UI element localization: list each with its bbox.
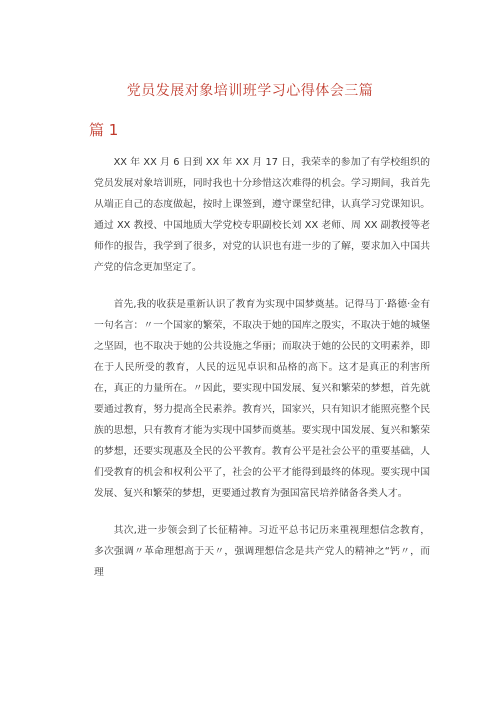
paragraph-3: 其次,进一步领会到了长征精神。习近平总书记历来重视理想信念教育，多次强调〃革命理想高于天〃，强调理想信念是共产党人的精神之“钙〃，而理	[94, 525, 430, 578]
section-heading: 篇 1	[89, 121, 119, 139]
paragraph-1: XX 年 XX 月 6 日到 XX 年 XX 月 17 日，我荣幸的参加了有学校组织的党员发展对象培训班，同时我也十分珍惜这次难得的机会。学习期间，我首先从端正自己的态度做起，按时上课签到，遵守课堂纪律，认真学习党课知识。通过 XX 教授、中国地质大学党校专职副校长刘 XX 老师、周 XX 副教授等老师作的报告，我学到了很多，对党的认识也有进一步的了解，要求加入中国共产党的信念更加坚定了。	[94, 157, 430, 273]
paragraph-2: 首先,我的收获是重新认识了教育为实现中国梦奠基。记得马丁·路德·金有一句名言：〃一个国家的繁荣，不取决于她的国库之殷实，不取决于她的城堡之坚固，也不取决于她的公共设施之华丽；而取决于她的公民的文明素养，即在于人民所受的教育，人民的远见卓识和品格的高下。这才是真正的利害所在，真正的力量所在。〃因此，要实现中国发展、复兴和繁荣的梦想，首先就要通过教育，努力提高全民素养。教育兴，国家兴，只有知识才能照亮整个民族的思想，只有教育才能为实现中国梦而奠基。要实现中国发展、复兴和繁荣的梦想，还要实现惠及全民的公平教育。教育公平是社会公平的重要基础，人们受教育的机会和权利公平了，社会的公平才能得到最终的体现。要实现中国发展、复兴和繁荣的梦想，更要通过教育为强国富民培养储备各类人才。	[94, 299, 430, 499]
document-title: 党员发展对象培训班学习心得体会三篇	[126, 83, 374, 99]
document-body	[94, 152, 430, 599]
